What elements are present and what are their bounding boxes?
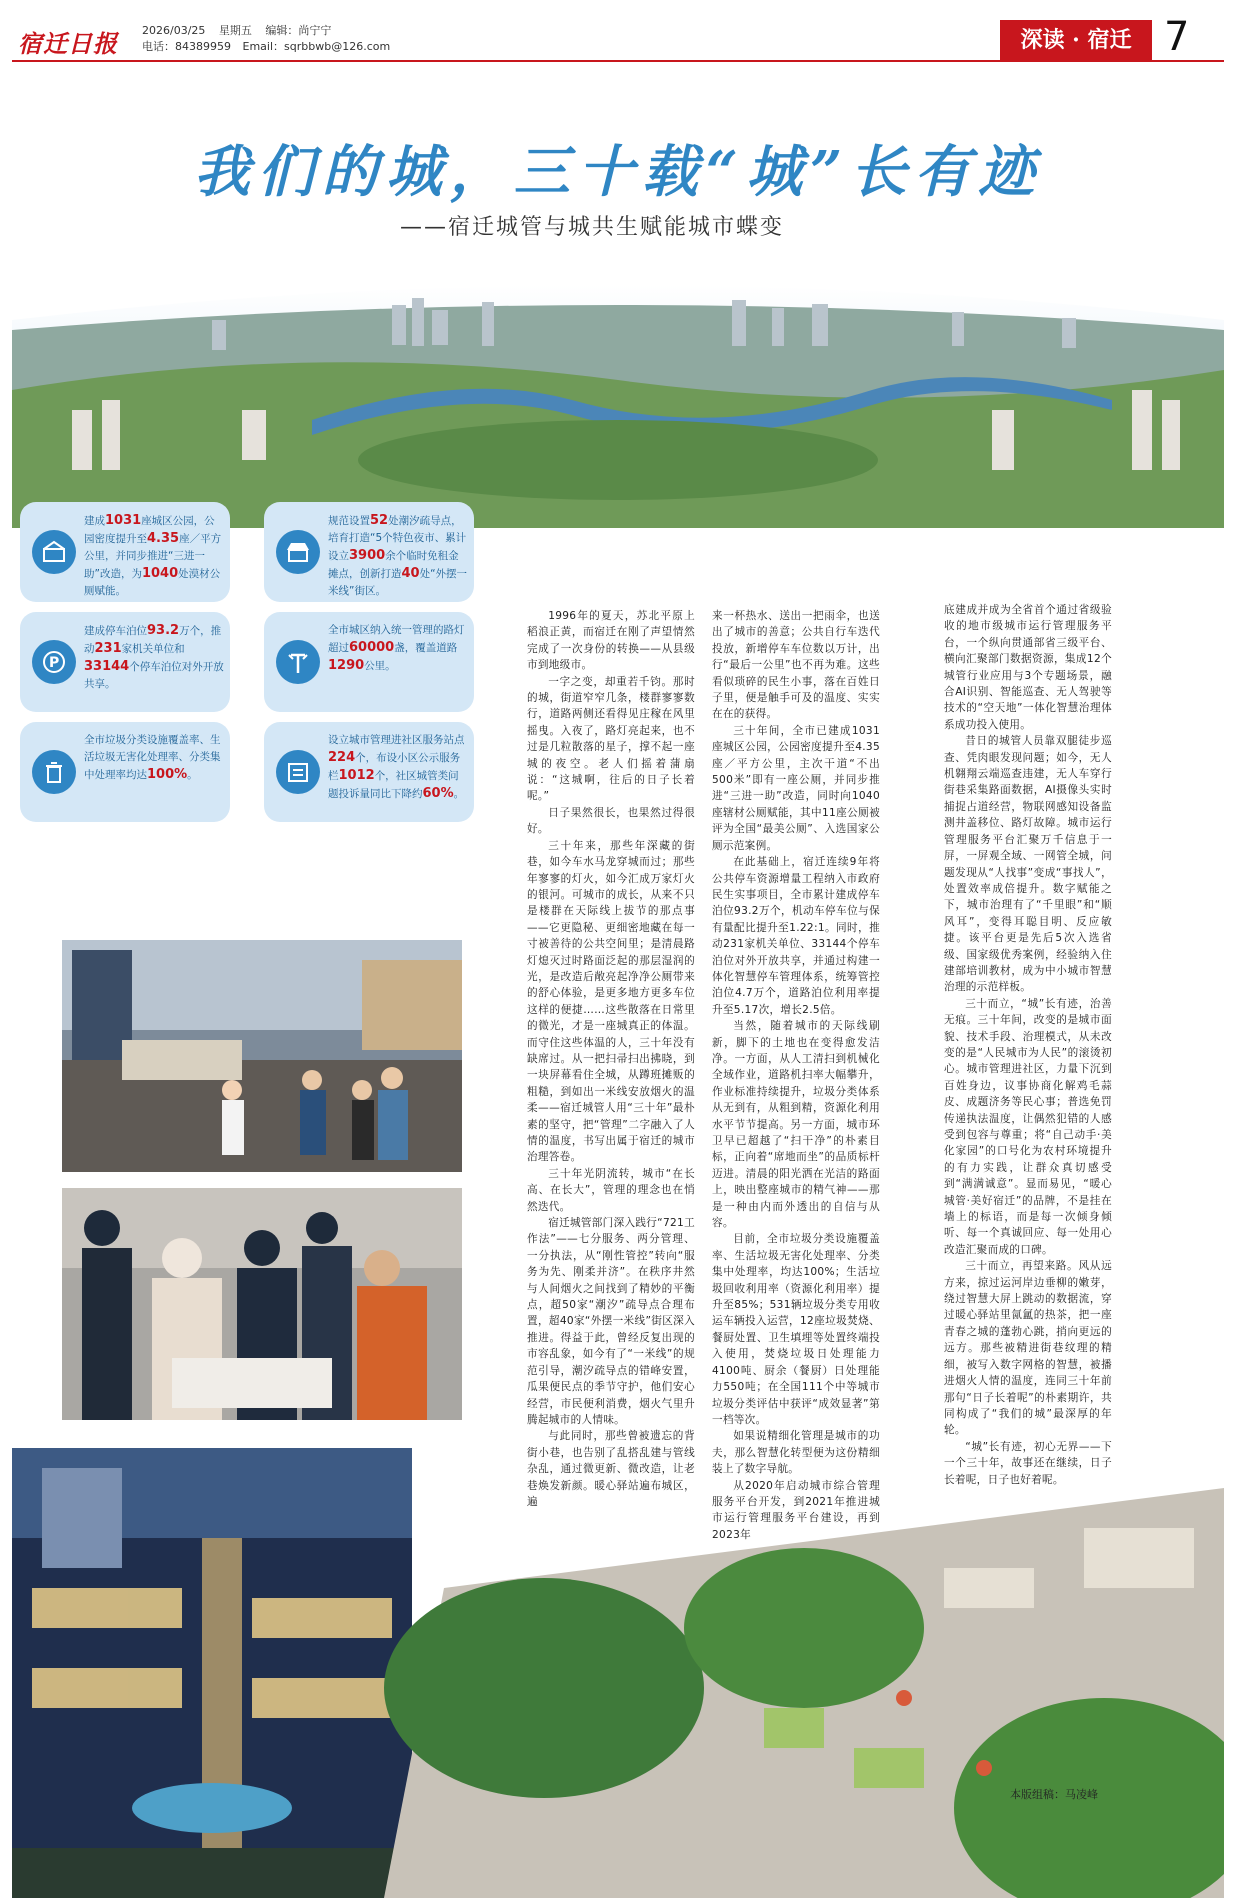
stat-box-text: 规范设置52处潮汐疏导点，培育打造“5个特色夜市、累计设立3900余个临时免租金摊点，创新打造40处“外摆一米线”街区。 <box>328 513 468 597</box>
newspaper-logo: 宿迁日报 <box>18 29 118 58</box>
article-headline: 我们的城，三十载“城”长有迹 <box>193 139 1043 205</box>
stat-box-parking <box>20 612 230 712</box>
svg-text:P: P <box>49 655 60 671</box>
contact-phone: 电话：84389959 <box>142 40 231 53</box>
page-credit: 本版组稿：马凌峰 <box>1010 1788 1098 1801</box>
stat-box-text: 全市城区纳入统一管理的路灯超过60000盏，覆盖道路1290公里。 <box>328 624 465 673</box>
article-column-1: 1996年的夏天，苏北平原上稻浪正黄，而宿迁在刚了声望情然完成了一次身份的转换——从县级市到地级市。 一字之变，却重若千钧。那时的城，街道窄窄几条，楼群寥寥数行，道路两侧还看得见庄稼在风里摇曳。入夜了，路灯亮起来，也不过是几粒散落的星子，撑不起一座城的夜空。老人们摇着蒲扇说：“这城啊，往后的日子长着呢。” 日子果然很长，也果然过得很好。 三十年来，那些年深藏的街巷，如今车水马龙穿城而过；那些年寥寥的灯火，如今汇成万家灯火的银河。可城市的成长，从来不只是楼群在天际线上拔节的那点事——它更隐秘、更细密地藏在每一寸被善待的公共空间里；是清晨路灯熄灭过时路面泛起的那层湿润的光，是改造后敞亮起净净公厕带来的舒心体验，是更多地方更多车位这样的便捷……这些散落在日常里的微光，才是一座城真正的体温。而守住这些体温的人，三十年没有缺席过。从一把扫帚扫出拂晓，到一块屏幕看住全城，从蹲班摊贩的粗糙，到如出一米线安放烟火的温柔——宿迁城管人用“三十年”最朴素的坚守，把“管理”二字融入了人情的温度，书写出属于宿迁的城市治理答卷。 三十年光阴流转，城市“在长高、在长大”，管理的理念也在悄然迭代。 宿迁城管部门深入践行“721工作法”——七分服务、两分管理、一分执法，从“刚性管控”转向“服务为先、刚柔并济”。在秩序井然与人间烟火之间找到了精妙的平衡点，超50家“潮汐”疏导点合理布置，超40家“外摆一米线”街区深入推进。得益于此，曾经反复出现的市容乱象，如今有了“一米线”的规范引导，潮汐疏导点的错峰安置，瓜果便民点的季节守护，他们安心经营，市民便利消费，烟火气里升腾起城市的人情味。 与此同时，那些曾被遗忘的背街小巷，也告别了乱搭乱建与管线杂乱，通过微更新、微改造，让老巷焕发新颜。暖心驿站遍布城区，遍 <box>527 610 695 1508</box>
streetlight-icon <box>276 640 320 684</box>
stat-box-text: 设立城市管理进社区服务站点224个，布设小区公示服务栏1012个，社区城管类问题投诉量同比下降约60%。 <box>328 734 465 801</box>
article-subheadline: ——宿迁城管与城共生赋能城市蝶变 <box>400 215 785 240</box>
stat-box-text: 建成1031座城区公园，公园密度提升至4.35座／平方公里，并同步推进“三进一助”改造，为1040处漠材公厕赋能。 <box>84 513 222 597</box>
issue-date: 2026/03/25 <box>142 24 206 37</box>
park-icon <box>32 530 76 574</box>
stat-box-text: 全市垃圾分类设施覆盖率、生活垃圾无害化处理率、分类集中处理率均达100%。 <box>84 734 221 782</box>
officers-helping-photo <box>62 1188 462 1420</box>
parking-icon <box>32 640 76 684</box>
masthead-info-line <box>142 22 341 38</box>
section-badge: 深读 · 宿迁 <box>1000 20 1152 60</box>
stat-box-markets <box>264 502 474 602</box>
masthead <box>0 0 1236 62</box>
article-column-3: 底建成并成为全省首个通过省级验收的地市级城市运行管理服务平台，一个纵向贯通部省三级平台、横向汇聚部门数据资源，集成12个城管行业应用与3个专题场景，融合AI识别、智能巡查、无人驾驶等技术的“空天地”一体化智慧治理体系成功投入使用。 昔日的城管人员靠双腿徒步巡查、凭肉眼发现问题；如今，无人机翱翔云端巡查违建，无人车穿行街巷采集路面数据，AI摄像头实时捕捉占道经营，物联网感知设备监测井盖移位、路灯故障。城市运行管理服务平台汇聚万千信息于一屏，一屏观全域、一网管全城，问题发现从“人找事”变成“事找人”，处置效率成倍提升。数字赋能之下，城市治理有了“千里眼”和“顺风耳”，变得耳聪目明、反应敏捷。该平台更是先后5次入选省级、国家级优秀案例，经验纳入住建部培训教材，成为中小城市智慧治理的示范样板。 三十而立，“城”长有迹，治善无痕。三十年间，改变的是城市面貌、技术手段、治理模式，从未改变的是“人民城市为人民”的滚烫初心。城市管理进社区，力量下沉到百姓身边，议事协商化解鸡毛蒜皮、成题济务等民心事；普选免罚传递执法温度，让偶然犯错的人感受到包容与尊重；将“自己动手·美化家园”的口号化为农村环境提升的有力实践，让群众真切感受到“满满诚意”。显而易见，“暖心城管·美好宿迁”的品牌，不是挂在墙上的标语，而是每一次倾身倾听、每一个真诚回应、每一处用心改造汇聚而成的口碑。 三十而立，再望来路。风从远方来，掠过运河岸边垂柳的嫩芽，绕过智慧大屏上跳动的数据流，穿过暖心驿站里氤氲的热茶，把一座青春之城的蓬勃心跳，捎向更远的远方。那些被精进街巷纹理的精细，被写入数字网格的智慧，被播进烟火人情的温度，连同三十年前那句“日子长着呢”的朴素期许，共同构成了“我们的城”最深厚的年轮。 “城”长有迹，初心无界——下一个三十年，故事还在继续，日子长着呢，日子也好着呢。 <box>944 604 1112 1486</box>
masthead-contact-line <box>142 38 398 54</box>
stat-box-waste <box>20 722 230 822</box>
editor-name: 编辑：尚宁宁 <box>265 24 332 37</box>
article-column-2: 来一杯热水、送出一把雨伞，也送出了城市的善意；公共自行车迭代投放，新增停车车位数以万计，出行“最后一公里”也不再为难。这些看似琐碎的民生小事，落在百姓日子里，便是触手可及的温度、实实在在的获得。 三十年间，全市已建成1031座城区公园，公园密度提升至4.35座／平方公里，主次干道“不出500米”即有一座公厕，并同步推进“三进一助”改造，同时向1040座辖材公厕赋能，其中11座公厕被评为全国“最美公厕”、入选国家公厕示范案例。 在此基础上，宿迁连续9年将公共停车资源增量工程纳入市政府民生实事项目，全市累计建成停车泊位93.2万个，机动车停车位与保有量配比提升至1.22:1。同时，推动231家机关单位、33144个停车泊位对外开放共享，并通过构建一体化智慧停车管理体系，统筹管控泊位4.7万个，道路泊位利用率提升至5.17次，增长2.5倍。 当然，随着城市的天际线刷新，脚下的土地也在变得愈发洁净。一方面，从人工清扫到机械化全域作业，道路机扫率大幅攀升，作业标准持续提升，垃圾分类体系从无到有，从粗到精，资源化利用水平节节提高。另一方面，城市环卫早已超越了“扫干净”的朴素目标，正向着“席地而坐”的品质标杆迈进。清晨的阳光洒在光洁的路面上，映出整座城市的精气神——那是一种由内而外透出的自信与从容。 目前，全市垃圾分类设施覆盖率、生活垃圾无害化处理率、分类集中处理率，均达100%；生活垃圾回收利用率（资源化利用率）提升至85%；531辆垃圾分类专用收运车辆投入运营，12座垃圾焚烧、餐厨处置、卫生填埋等处置终端投入使用，焚烧垃圾日处理能力4100吨、厨余（餐厨）日处理能力550吨；在全国111个中等城市垃圾分类评估中获评“成效显著”第一档等次。 如果说精细化管理是城市的功夫，那么智慧化转型便为这份精细装上了数字导航。 从2020年启动城市综合管理服务平台开发，到2021年推进城市运行管理服务平台建设，再到2023年 <box>712 610 880 1541</box>
page-number: 7 <box>1164 14 1190 60</box>
city-panorama-image <box>12 260 1224 528</box>
night-market-photo <box>62 940 462 1172</box>
issue-weekday: 星期五 <box>218 24 252 37</box>
trash-icon <box>32 750 76 794</box>
service-icon <box>276 750 320 794</box>
stat-box-text: 建成停车泊位93.2万个，推动231家机关单位和33144个停车泊位对外开放共享。 <box>84 623 224 690</box>
stat-box-parks <box>20 502 230 602</box>
contact-email: Email：sqrbbwb@126.com <box>242 40 391 53</box>
stat-box-streetlights <box>264 612 474 712</box>
masthead-rule <box>12 60 1224 62</box>
night-aerial-photo <box>12 1448 412 1898</box>
market-icon <box>276 530 320 574</box>
stat-box-community <box>264 722 474 822</box>
